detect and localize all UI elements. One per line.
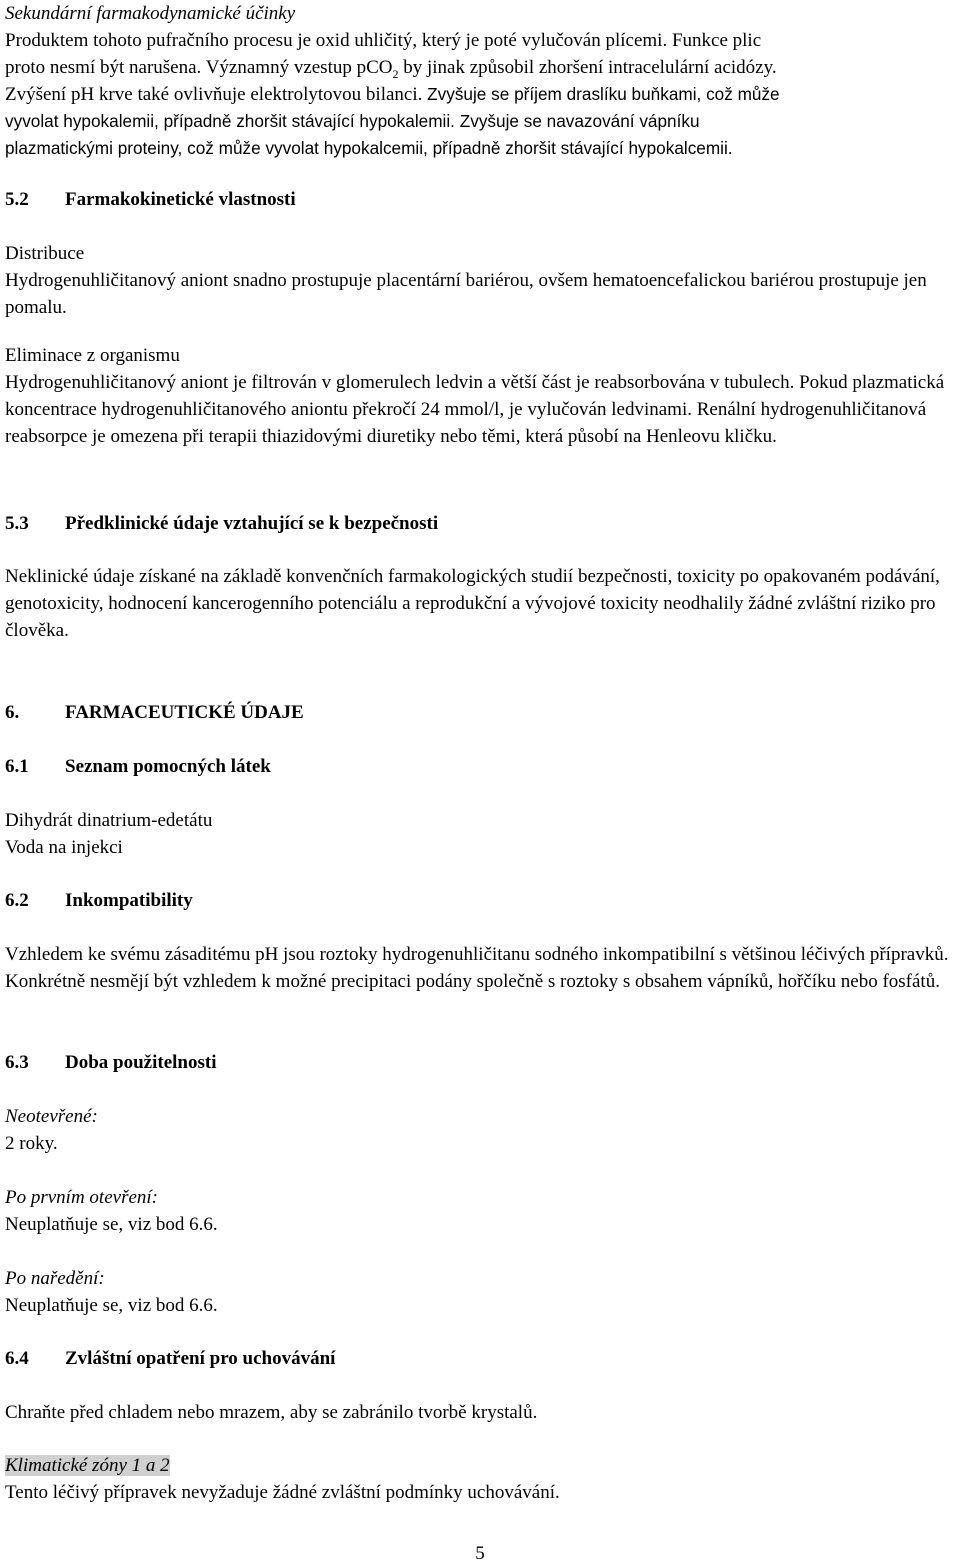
section-heading: [5, 887, 955, 914]
highlighted-label: Klimatické zóny 1 a 2: [5, 1455, 170, 1476]
section-6-4: [5, 1345, 955, 1506]
subsection-title: Sekundární farmakodynamické účinky: [5, 3, 296, 24]
section-title: Farmakokinetické vlastnosti: [65, 189, 296, 210]
paragraph-line: [5, 54, 780, 81]
paragraph-line: Produktem tohoto pufračního procesu je oxid uhličitý, který je poté vylučován plícemi. Funkce plic: [5, 30, 762, 51]
section-number: 6.: [5, 702, 20, 723]
paragraph-line: plazmatickými proteiny, což může vyvolat hypokalcemii, případně zhoršit stávající hypokalcemii.: [5, 138, 733, 158]
section-number: 5.3: [5, 513, 29, 534]
section-secondary-effects: [5, 0, 780, 162]
paragraph-line: [5, 81, 780, 108]
distribution-label: Distribuce: [5, 243, 85, 264]
shelf-life-value: Neuplatňuje se, viz bod 6.6.: [5, 1295, 218, 1316]
section-number: 6.1: [5, 756, 29, 777]
section-title: Zvláštní opatření pro uchovávání: [65, 1348, 336, 1369]
shelf-life-value: 2 roky.: [5, 1133, 58, 1154]
section-6: [5, 699, 304, 726]
storage-text: Chraňte před chladem nebo mrazem, aby se zabránilo tvorbě krystalů.: [5, 1402, 538, 1423]
shelf-life-label: Po naředění:: [5, 1268, 105, 1289]
section-title: Doba použitelnosti: [65, 1052, 217, 1073]
distribution-text: Hydrogenuhličitanový aniont snadno prostupuje placentární bariérou, ovšem hematoencefalickou bariérou prostupuje jen pomalu.: [5, 270, 927, 318]
text-run: vyvolat hypokalemii, případně zhoršit stávající hypokalemii.: [5, 111, 455, 131]
text-run: proto nesmí být narušena. Významný vzestup pCO: [5, 57, 393, 78]
climatic-zones-label: [5, 1452, 955, 1479]
section-5-3: [5, 510, 955, 644]
text-run: Zvyšuje se navazování vápníku: [454, 111, 700, 131]
preclinical-text: Neklinické údaje získané na základě konvenčních farmakologických studií bezpečnosti, toxicity po opakovaném podávání, genotoxicity, hodnocení kancerogenního potenciálu a reprodukční a vývojové toxicity neodhalily žádné zvláštní riziko pro člověka.: [5, 566, 940, 641]
section-heading: [5, 510, 955, 537]
shelf-life-label: Po prvním otevření:: [5, 1187, 159, 1208]
section-number: 6.4: [5, 1348, 29, 1369]
paragraph-line: [5, 108, 780, 135]
section-number: 5.2: [5, 189, 29, 210]
excipient-item: Dihydrát dinatrium-edetátu: [5, 810, 213, 831]
section-heading: [5, 1345, 955, 1372]
section-heading: [5, 1049, 218, 1076]
excipient-item: Voda na injekci: [5, 837, 123, 858]
section-6-3: [5, 1049, 218, 1319]
section-5-2: [5, 186, 955, 450]
page-number: 5: [475, 1543, 485, 1564]
section-number: 6.3: [5, 1052, 29, 1073]
text-run: by jinak způsobil zhoršení intracelulární acidózy.: [398, 57, 777, 78]
section-heading: [5, 753, 271, 780]
section-title: Předklinické údaje vztahující se k bezpečnosti: [65, 513, 439, 534]
shelf-life-value: Neuplatňuje se, viz bod 6.6.: [5, 1214, 218, 1235]
section-title: Seznam pomocných látek: [65, 756, 271, 777]
subscript: 2: [392, 66, 399, 81]
section-heading: [5, 699, 304, 726]
section-title: FARMACEUTICKÉ ÚDAJE: [65, 702, 304, 723]
climatic-zones-text: Tento léčivý přípravek nevyžaduje žádné zvláštní podmínky uchovávání.: [5, 1482, 560, 1503]
section-6-1: [5, 753, 271, 861]
shelf-life-label: Neotevřené:: [5, 1106, 98, 1127]
text-run: Zvýšení pH krve také ovlivňuje elektrolytovou bilanci.: [5, 84, 423, 105]
text-run: Zvyšuje se příjem draslíku buňkami, což může: [422, 84, 780, 104]
section-heading: [5, 186, 955, 213]
section-title: Inkompatibility: [65, 890, 193, 911]
incompatibility-text: Vzhledem ke svému zásaditému pH jsou roztoky hydrogenuhličitanu sodného inkompatibilní s většinou léčivých přípravků. Konkrétně nesmějí být vzhledem k možné precipitaci podány společně s roztoky s obsahem vápníků, hořčíku nebo fosfátů.: [5, 944, 949, 992]
elimination-text: Hydrogenuhličitanový aniont je filtrován v glomerulech ledvin a větší část je reabsorbována v tubulech. Pokud plazmatická koncentrace hydrogenuhličitanového aniontu překročí 24 mmol/l, je vylučován ledvinami. Renální hydrogenuhličitanová reabsorpce je omezena při terapii thiazidovými diuretiky nebo těmi, která působí na Henleovu kličku.: [5, 372, 945, 447]
section-6-2: [5, 887, 955, 995]
section-number: 6.2: [5, 890, 29, 911]
elimination-label: Eliminace z organismu: [5, 345, 180, 366]
